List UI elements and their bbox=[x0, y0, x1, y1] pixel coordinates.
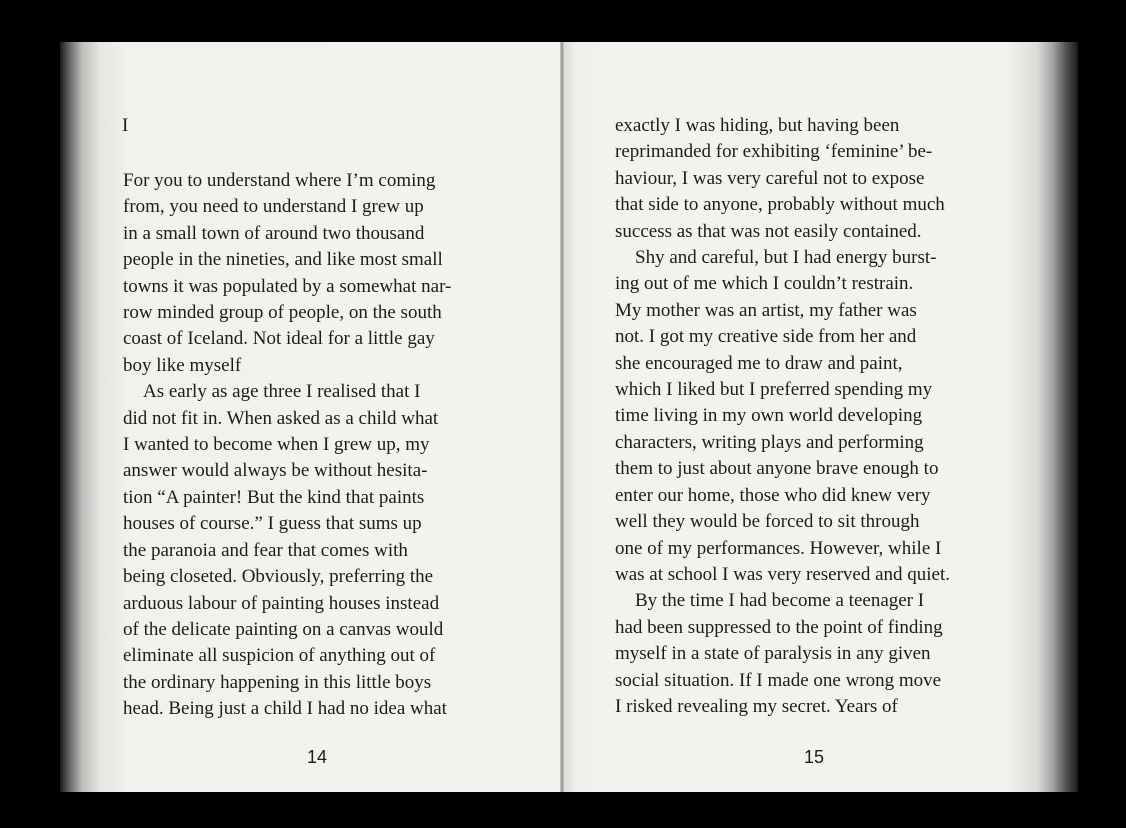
text-line: not. I got my creative side from her and bbox=[615, 326, 917, 348]
text-line: had been suppressed to the point of finding bbox=[615, 616, 943, 638]
text-line: For you to understand where I’m coming bbox=[123, 170, 436, 191]
text-line: people in the nineties, and like most small bbox=[123, 249, 443, 271]
text-line: My mother was an artist, my father was bbox=[615, 299, 917, 321]
text-line: coast of Iceland. Not ideal for a little gay bbox=[123, 328, 435, 350]
text-line: time living in my own world developing bbox=[615, 405, 923, 427]
text-line: from, you need to understand I grew up bbox=[123, 196, 424, 218]
page-number-left: 14 bbox=[307, 747, 328, 767]
text-line: I risked revealing my secret. Years of bbox=[615, 695, 898, 717]
text-line: answer would always be without hesita- bbox=[123, 460, 428, 482]
text-line: social situation. If I made one wrong move bbox=[615, 669, 942, 691]
text-line: eliminate all suspicion of anything out of bbox=[123, 645, 436, 667]
book-gutter bbox=[560, 42, 564, 792]
text-line: arduous labour of painting houses instead bbox=[123, 592, 440, 614]
text-line: characters, writing plays and performing bbox=[615, 431, 924, 453]
text-line: haviour, I was very careful not to expose bbox=[615, 167, 925, 189]
text-line: head. Being just a child I had no idea what bbox=[123, 698, 447, 720]
text-line: tion “A painter! But the kind that paints bbox=[123, 486, 425, 508]
text-line: towns it was populated by a somewhat nar- bbox=[123, 275, 452, 297]
text-line: houses of course.” I guess that sums up bbox=[123, 513, 422, 535]
text-line: well they would be forced to sit through bbox=[615, 511, 920, 533]
text-line: that side to anyone, probably without much bbox=[615, 194, 945, 216]
text-line: being closeted. Obviously, preferring the bbox=[123, 566, 434, 588]
text-line: one of my performances. However, while I bbox=[615, 537, 942, 559]
text-line: them to just about anyone brave enough to bbox=[615, 458, 939, 480]
text-line: By the time I had become a teenager I bbox=[635, 590, 925, 612]
text-line: myself in a state of paralysis in any given bbox=[615, 643, 931, 665]
text-line: row minded group of people, on the south bbox=[123, 302, 442, 324]
text-line: exactly I was hiding, but having been bbox=[615, 115, 900, 136]
text-line: the ordinary happening in this little boys bbox=[123, 671, 432, 693]
text-line: which I liked but I preferred spending my bbox=[615, 379, 933, 401]
text-line: As early as age three I realised that I bbox=[143, 381, 421, 403]
text-line: of the delicate painting on a canvas would bbox=[123, 618, 444, 640]
text-line: boy like myself bbox=[123, 354, 242, 376]
chapter-heading: I bbox=[122, 115, 129, 136]
text-line: in a small town of around two thousand bbox=[123, 222, 425, 244]
page-number-right: 15 bbox=[804, 747, 825, 767]
text-line: she encouraged me to draw and paint, bbox=[615, 352, 903, 374]
right-page-text bbox=[615, 113, 950, 720]
text-line: reprimanded for exhibiting ‘feminine’ be- bbox=[615, 141, 933, 163]
text-line: the paranoia and fear that comes with bbox=[123, 539, 408, 561]
text-line: I wanted to become when I grew up, my bbox=[123, 434, 430, 456]
text-line: did not fit in. When asked as a child what bbox=[123, 407, 439, 429]
text-line: ing out of me which I couldn’t restrain. bbox=[615, 273, 914, 295]
left-page-text bbox=[123, 168, 451, 723]
text-line: was at school I was very reserved and quiet. bbox=[615, 563, 951, 585]
text-line: Shy and careful, but I had energy burst- bbox=[635, 247, 937, 269]
text-line: enter our home, those who did knew very bbox=[615, 484, 931, 506]
text-line: success as that was not easily contained. bbox=[615, 220, 922, 242]
